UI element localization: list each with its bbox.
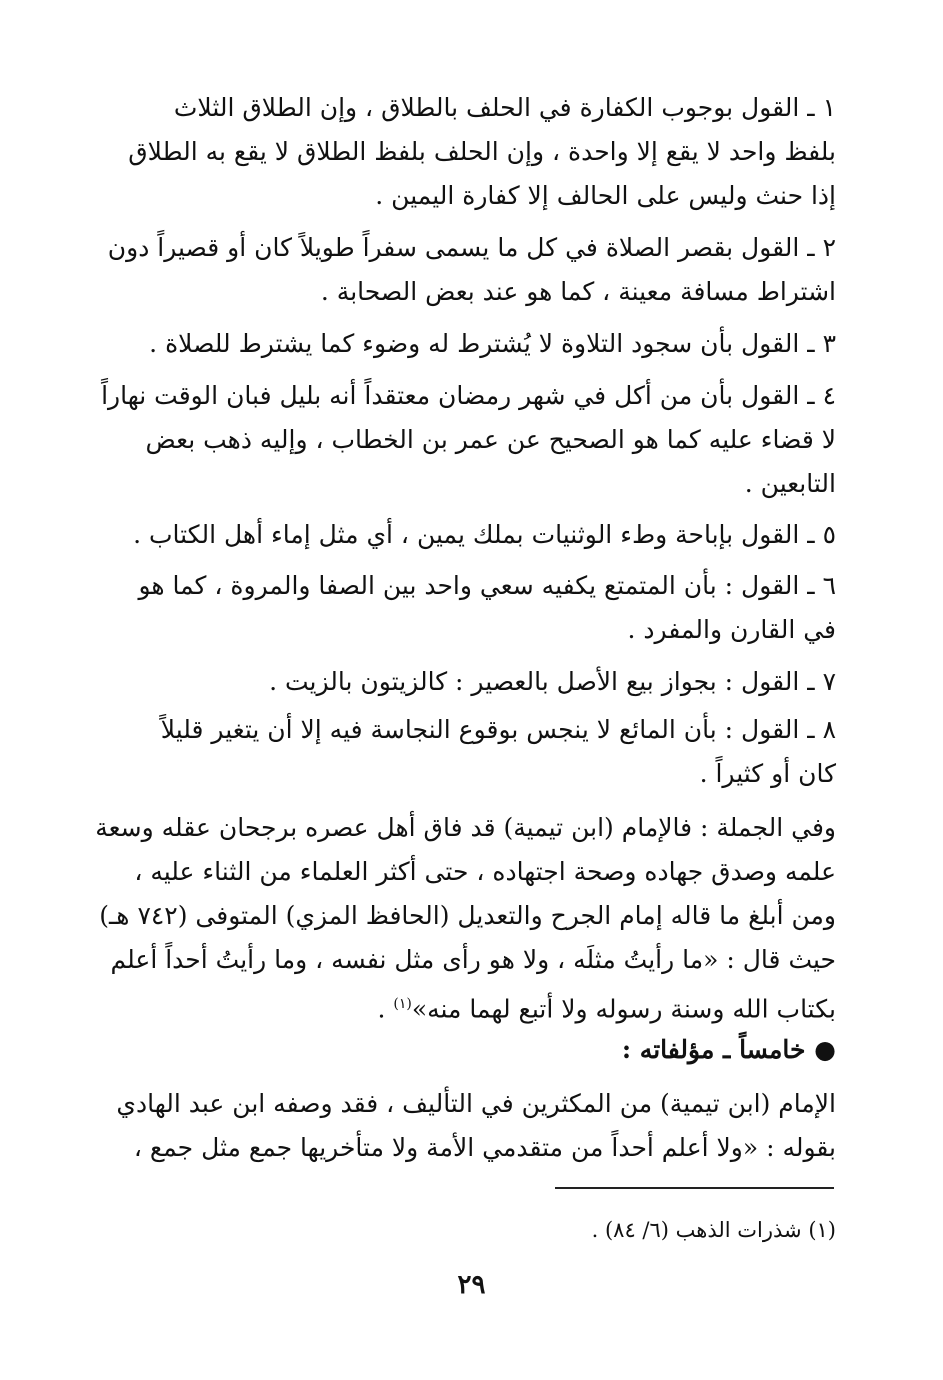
text-line: ٢ ـ القول بقصر الصلاة في كل ما يسمى سفراً طويلاً كان أو قصيراً دون — [107, 233, 836, 262]
text-line: ٧ ـ القول : بجواز بيع الأصل بالعصير : كالزيتون بالزيت . — [269, 667, 836, 696]
text-line: وفي الجملة : فالإمام (ابن تيمية) قد فاق أهل عصره برجحان عقله وسعة — [95, 813, 836, 842]
text-line: التابعين . — [744, 469, 836, 498]
authorship-paragraph — [116, 1082, 836, 1170]
text-line: إذا حنث وليس على الحالف إلا كفارة اليمين . — [375, 181, 836, 210]
list-item-3 — [139, 322, 836, 366]
list-item-6 — [139, 564, 836, 652]
text-line: ٨ ـ القول : بأن المائع لا ينجس بوقوع النجاسة فيه إلا أن يتغير قليلاً — [160, 715, 836, 744]
section-heading — [139, 1028, 836, 1072]
summary-paragraph — [95, 806, 836, 1031]
text-line: ومن أبلغ ما قاله إمام الجرح والتعديل (الحافظ المزي) المتوفى (٧٤٢ هـ) — [99, 901, 836, 930]
text-line: ٤ ـ القول بأن من أكل في شهر رمضان معتقداً أنه بليل فبان الوقت نهاراً — [101, 381, 836, 410]
footnote-separator — [555, 1187, 834, 1189]
page-number: ٢٩ — [457, 1270, 486, 1300]
footnote: (١) شذرات الذهب (٦/ ٨٤) . — [591, 1218, 836, 1242]
text-line: علمه وصدق جهاده وصحة اجتهاده ، حتى أكثر العلماء من الثناء عليه ، — [134, 857, 836, 886]
text-line: كان أو كثيراً . — [699, 759, 836, 788]
text-line: بلفظ واحد لا يقع إلا واحدة ، وإن الحلف بلفظ الطلاق لا يقع به الطلاق — [128, 137, 836, 166]
text-line: لا قضاء عليه كما هو الصحيح عن عمر بن الخطاب ، وإليه ذهب بعض — [145, 425, 836, 454]
text-line: حيث قال : «ما رأيتُ مثلَه ، ولا هو رأى مثل نفسه ، وما رأيتُ أحداً أعلم — [110, 945, 836, 974]
footnote-marker: (١) — [393, 996, 412, 1012]
text-line: اشتراط مسافة معينة ، كما هو عند بعض الصحابة . — [320, 277, 836, 306]
heading-text: ● خامساً ـ مؤلفاته : — [621, 1035, 836, 1064]
text-line: ٣ ـ القول بأن سجود التلاوة لا يُشترط له وضوء كما يشترط للصلاة . — [149, 329, 836, 358]
list-item-4 — [101, 374, 836, 506]
text-line: الإمام (ابن تيمية) من المكثرين في التأليف ، فقد وصفه ابن عبد الهادي — [116, 1089, 836, 1118]
text-line: في القارن والمفرد . — [627, 615, 836, 644]
text-line: بقوله : «ولا أعلم أحداً من متقدمي الأمة ولا متأخريها جمع مثل جمع ، — [133, 1133, 836, 1162]
list-item-2 — [107, 226, 836, 314]
quote-text: بكتاب الله وسنة رسوله ولا أتبع لهما منه» — [411, 994, 836, 1024]
sentence-end: . — [377, 994, 394, 1024]
text-line — [139, 982, 836, 1031]
text-line: ٦ ـ القول : بأن المتمتع يكفيه سعي واحد بين الصفا والمروة ، كما هو — [138, 571, 836, 600]
list-item-7 — [139, 660, 836, 704]
list-item-5 — [133, 513, 836, 557]
list-item-1 — [128, 86, 836, 218]
text-line: ١ ـ القول بوجوب الكفارة في الحلف بالطلاق ، وإن الطلاق الثلاث — [173, 93, 836, 122]
text-line: ٥ ـ القول بإباحة وطء الوثنيات بملك يمين ، أي مثل إماء أهل الكتاب . — [133, 520, 836, 549]
list-item-8 — [139, 708, 836, 796]
